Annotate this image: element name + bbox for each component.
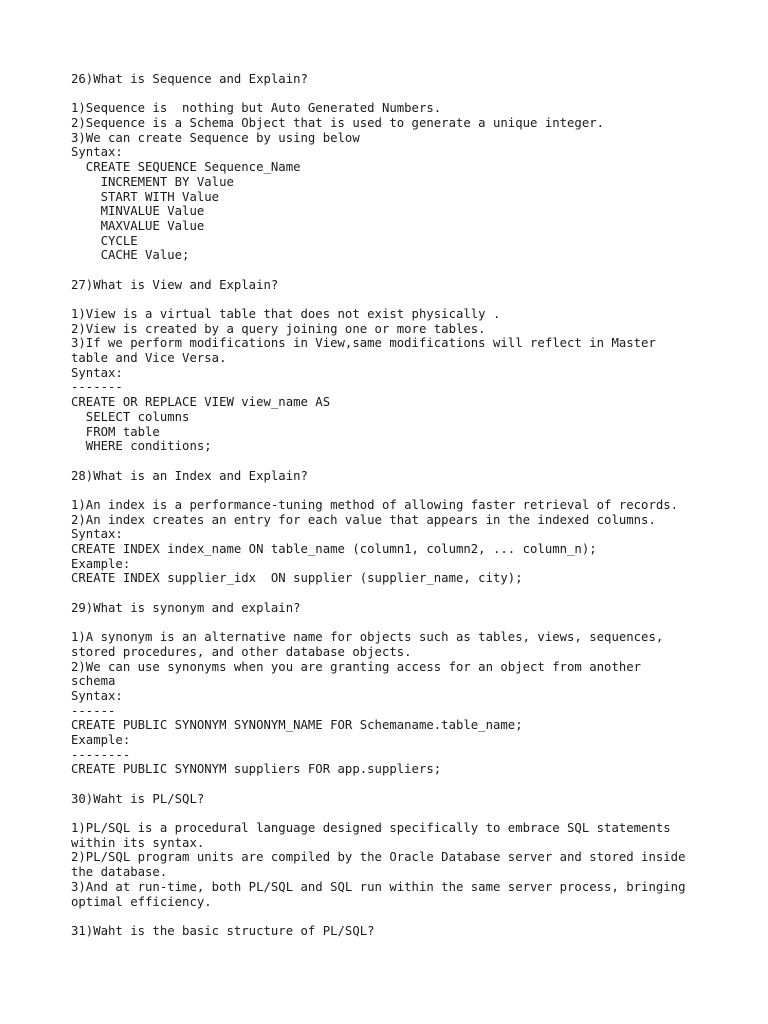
text-line: ------ [71, 703, 116, 718]
text-line: CACHE Value; [71, 248, 190, 263]
text-line: Syntax: [71, 527, 123, 542]
text-line: 1)A synonym is an alternative name for objects such as tables, views, sequences, [71, 630, 664, 645]
text-line: FROM table [71, 424, 160, 439]
text-line: 2)Sequence is a Schema Object that is used to generate a unique integer. [71, 116, 605, 131]
text-line: CREATE INDEX index_name ON table_name (column1, column2, ... column_n); [71, 542, 597, 556]
text-line [71, 87, 751, 102]
text-line: schema [71, 674, 116, 689]
text-line: 1)An index is a performance-tuning method of allowing faster retrieval of records. [71, 497, 679, 512]
text-line: -------- [71, 747, 131, 762]
text-line: 31)Waht is the basic structure of PL/SQL? [71, 923, 375, 938]
text-line: Example: [71, 732, 131, 747]
text-line: CREATE SEQUENCE Sequence_Name [71, 160, 301, 175]
text-line: CREATE PUBLIC SYNONYM suppliers FOR app.suppliers; [71, 762, 442, 777]
text-line: INCREMENT BY Value [71, 174, 234, 189]
text-line [71, 615, 751, 630]
text-line: the database. [71, 865, 168, 880]
text-line: Example: [71, 556, 131, 571]
text-line: WHERE conditions; [71, 439, 212, 454]
text-line: 30)Waht is PL/SQL? [71, 791, 205, 806]
text-line: ------- [71, 380, 123, 395]
text-line: 28)What is an Index and Explain? [71, 468, 308, 483]
text-line: CREATE PUBLIC SYNONYM SYNONYM_NAME FOR Schemaname.table_name; [71, 718, 523, 733]
text-line [71, 292, 751, 307]
text-line: 2)An index creates an entry for each value that appears in the indexed columns. [71, 512, 656, 527]
text-line: 2)We can use synonyms when you are granting access for an object from another [71, 659, 642, 674]
text-line: table and Vice Versa. [71, 351, 227, 366]
text-line [71, 806, 751, 821]
text-line: CYCLE [71, 233, 138, 248]
text-line: 29)What is synonym and explain? [71, 600, 301, 615]
text-line: CREATE INDEX supplier_idx ON supplier (supplier_name, city); [71, 571, 523, 586]
text-line: MAXVALUE Value [71, 218, 205, 233]
text-line: 3)If we perform modifications in View,same modifications will reflect in Master [71, 336, 656, 351]
text-line: START WITH Value [71, 189, 220, 204]
text-line: 1)PL/SQL is a procedural language designed specifically to embrace SQL statements [71, 821, 671, 836]
text-line: stored procedures, and other database objects. [71, 644, 412, 659]
text-line: within its syntax. [71, 835, 205, 850]
text-line [71, 586, 751, 601]
text-line: 27)What is View and Explain? [71, 277, 279, 292]
text-line: Syntax: [71, 688, 123, 703]
text-line [71, 454, 751, 469]
text-line: SELECT columns [71, 409, 190, 424]
document-body [71, 72, 751, 939]
text-line [71, 777, 751, 792]
text-line: MINVALUE Value [71, 204, 205, 219]
text-line: 3)We can create Sequence by using below [71, 130, 360, 145]
text-line [71, 263, 751, 278]
text-line: 3)And at run-time, both PL/SQL and SQL run within the same server process, bringing [71, 879, 686, 894]
text-line: 2)PL/SQL program units are compiled by the Oracle Database server and stored inside [71, 850, 686, 865]
text-line: CREATE OR REPLACE VIEW view_name AS [71, 395, 331, 410]
text-line: 1)View is a virtual table that does not exist physically . [71, 307, 501, 321]
text-line: optimal efficiency. [71, 894, 212, 909]
text-line: Syntax: [71, 145, 123, 160]
text-line: Syntax: [71, 365, 123, 380]
text-line [71, 483, 751, 498]
text-line [71, 909, 751, 924]
text-line: 26)What is Sequence and Explain? [71, 72, 308, 86]
text-line: 2)View is created by a query joining one or more tables. [71, 321, 486, 336]
text-line: 1)Sequence is nothing but Auto Generated Numbers. [71, 101, 442, 116]
